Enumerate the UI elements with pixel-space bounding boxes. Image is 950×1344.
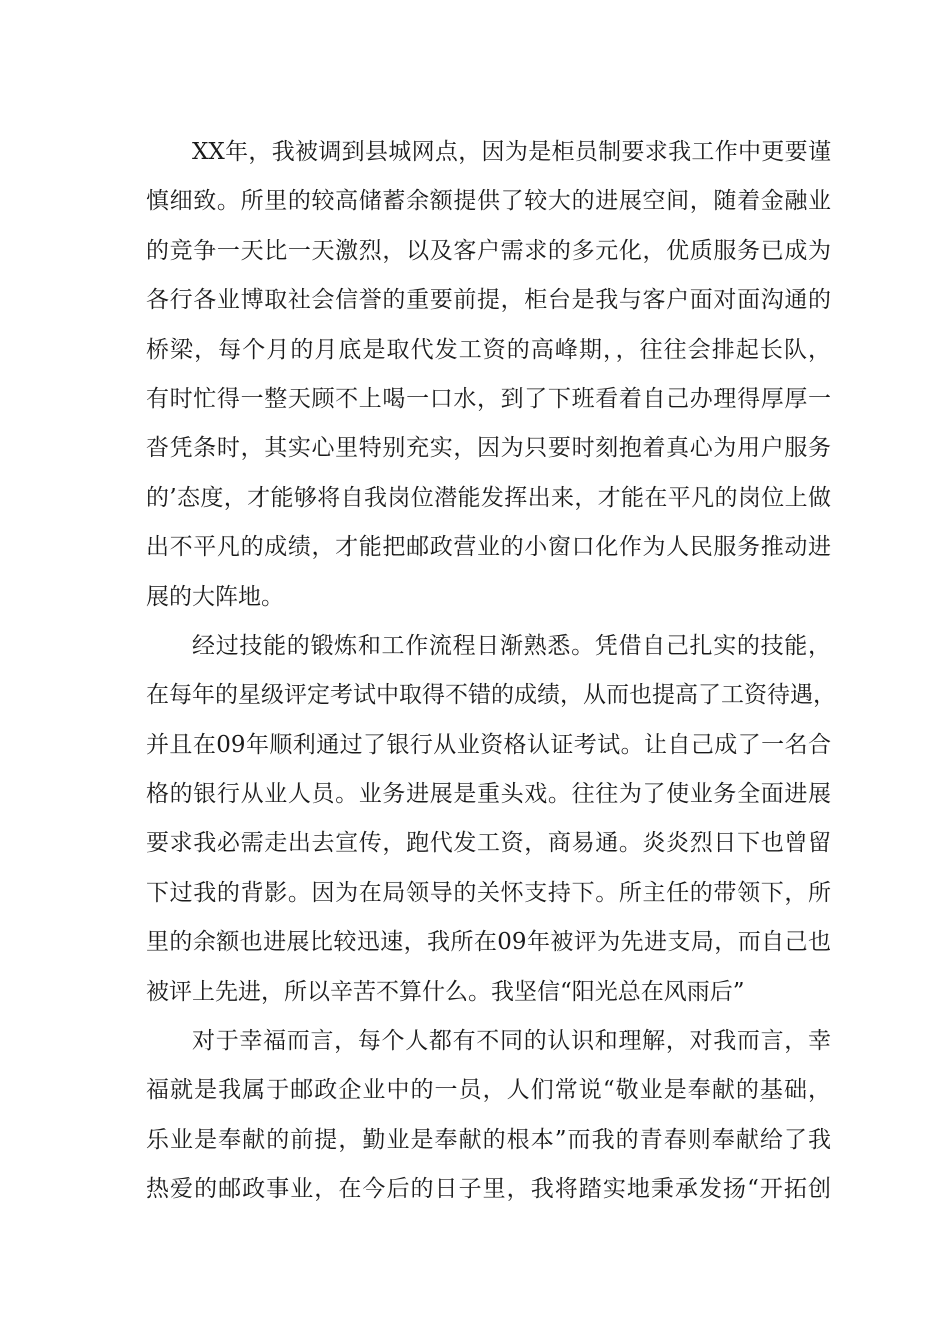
document-body [146,128,836,1215]
text-line: 沓凭条时，其实心里特别充实，因为只要时刻抱着真心为用户服务 [146,435,831,462]
paragraph-1 [146,128,831,622]
text-line: 慎细致。所里的较高储蓄余额提供了较大的进展空间，随着金融业 [146,188,831,215]
text-line: 被评上先进，所以辛苦不算什么。我坚信“阳光总在风雨后” [146,978,745,1005]
text-line: 桥梁，每个月的月底是取代发工资的高峰期，，往往会排起长队， [146,336,831,363]
text-line: 经过技能的锻炼和工作流程日渐熟悉。凭借自己扎实的技能， [192,632,831,659]
text-line: 要求我必需走出去宣传，跑代发工资，商易通。炎炎烈日下也曾留 [146,830,831,857]
text-line: 热爱的邮政事业，在今后的日子里，我将踏实地秉承发扬“开拓创 [146,1176,831,1203]
text-line: 乐业是奉献的前提，勤业是奉献的根本”而我的青春则奉献给了我 [146,1126,831,1153]
text-line: XX年，我被调到县城网点，因为是柜员制要求我工作中更要谨 [192,139,831,165]
text-line: 出不平凡的成绩，才能把邮政营业的小窗口化作为人民服务推动进 [146,534,831,561]
text-line: 的’态度，才能够将自我岗位潜能发挥出来，才能在平凡的岗位上做 [146,484,831,511]
text-line: 福就是我属于邮政企业中的一员，人们常说“敬业是奉献的基础， [146,1077,831,1104]
text-line: 格的银行从业人员。业务进展是重头戏。往往为了使业务全面进展 [146,781,831,808]
text-line: 展的大阵地。 [146,583,284,610]
text-line: 对于幸福而言，每个人都有不同的认识和理解，对我而言，幸 [192,1028,831,1055]
text-line: 在每年的星级评定考试中取得不错的成绩，从而也提高了工资待遇， [146,682,836,709]
paragraph-3 [146,1017,831,1215]
text-line: 下过我的背影。因为在局领导的关怀支持下。所主任的带领下，所 [146,879,831,906]
text-line: 里的余额也进展比较迅速，我所在09年被评为先进支局，而自己也 [146,929,831,956]
text-line: 的竞争一天比一天激烈，以及客户需求的多元化，优质服务已成为 [146,237,831,264]
text-line: 并且在09年顺利通过了银行从业资格认证考试。让自己成了一名合 [146,731,831,758]
text-line: 有时忙得一整天顾不上喝一口水，到了下班看着自己办理得厚厚一 [146,385,831,412]
paragraph-2 [146,622,836,1017]
text-line: 各行各业博取社会信誉的重要前提，柜台是我与客户面对面沟通的 [146,287,831,314]
